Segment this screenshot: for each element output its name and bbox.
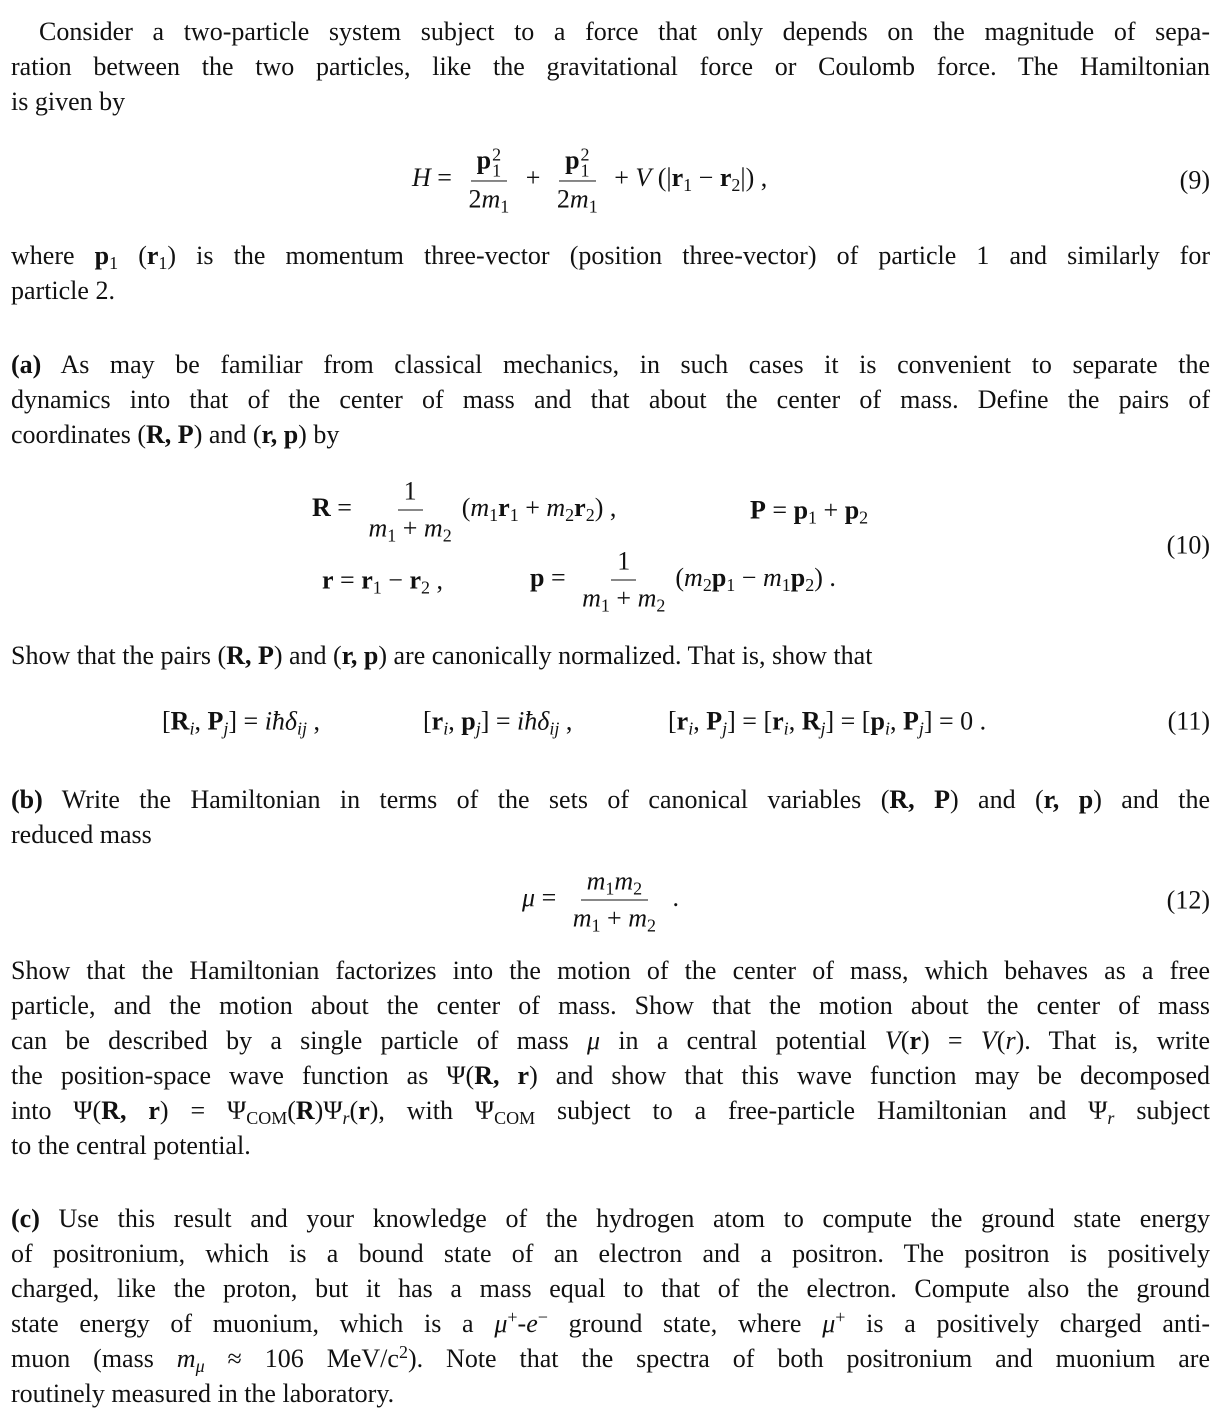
superscript: 2 xyxy=(580,144,590,165)
text-segment: r xyxy=(671,162,684,192)
show-canonical-paragraph xyxy=(11,638,1210,673)
text-segment: + xyxy=(507,1307,518,1327)
text-segment: r xyxy=(431,706,444,736)
text-segment: (c) xyxy=(11,1204,40,1233)
text-segment: [ xyxy=(668,706,677,736)
text-segment: 2 xyxy=(702,574,712,595)
text-segment: ] = xyxy=(480,706,518,736)
text-segment: ≈ 106 MeV/c xyxy=(204,1344,399,1373)
text-segment: + xyxy=(607,162,636,192)
text-segment: μ xyxy=(195,1356,205,1376)
text-segment: r xyxy=(719,162,732,192)
equation-number: (11) xyxy=(1167,706,1210,736)
text-segment: , xyxy=(693,706,707,736)
text-segment: i xyxy=(884,718,890,739)
fraction-denominator xyxy=(567,901,662,935)
text-segment: p xyxy=(844,495,860,525)
show-factorization-paragraph xyxy=(11,953,1210,1163)
text-segment: of positronium, which is a bound state of an electron and a positron. The positron is positively xyxy=(11,1239,1210,1268)
total-momentum-equation xyxy=(750,493,868,528)
text-segment: = xyxy=(333,565,362,595)
text-line xyxy=(11,1201,1210,1236)
text-segment: into Ψ( xyxy=(11,1096,102,1125)
text-segment: P xyxy=(706,706,723,736)
text-segment: 2 xyxy=(633,878,643,899)
text-segment: r xyxy=(1107,1108,1115,1128)
text-segment: r xyxy=(498,492,510,522)
text-segment: m xyxy=(572,903,592,933)
text-segment: ( xyxy=(461,492,471,522)
text-segment: can be described by a single particle of mass xyxy=(11,1026,587,1055)
text-segment: , xyxy=(194,706,208,736)
fraction xyxy=(462,144,515,215)
text-segment: ration between the two particles, like the gravitational force or Coulomb force. The Hamiltonian xyxy=(11,52,1210,81)
text-segment: (| xyxy=(651,162,672,192)
text-segment: + xyxy=(609,583,638,613)
fraction-denominator xyxy=(551,182,604,216)
text-segment: r xyxy=(322,565,334,595)
text-line xyxy=(11,953,1210,988)
text-segment: in a central potential xyxy=(600,1026,885,1055)
text-segment: (a) xyxy=(11,350,42,379)
text-segment: = xyxy=(430,162,459,192)
text-segment: Show that the Hamiltonian factorizes into the motion of the center of mass, which behaves as a free xyxy=(11,956,1210,985)
text-segment: 2 xyxy=(656,595,666,616)
text-segment: j xyxy=(223,718,229,739)
text-segment: 2 xyxy=(442,525,452,546)
text-segment: 2 xyxy=(468,184,482,214)
text-segment: charged, like the proton, but it has a mass equal to that of the electron. Compute also the ground xyxy=(11,1274,1210,1303)
text-segment: 1 xyxy=(387,525,397,546)
text-segment: r xyxy=(146,241,159,270)
part-b-paragraph xyxy=(11,782,1210,852)
text-segment: 2 xyxy=(556,184,570,214)
relative-position-equation xyxy=(322,563,443,598)
text-segment: subject to a free-particle Hamiltonian and Ψ xyxy=(535,1096,1108,1125)
text-segment: 2 xyxy=(646,915,656,936)
text-segment: + xyxy=(519,162,547,192)
text-segment: p xyxy=(530,562,545,592)
text-segment: , xyxy=(307,706,321,736)
text-segment: (b) xyxy=(11,785,43,814)
fraction xyxy=(567,866,662,935)
text-segment: reduced mass xyxy=(11,820,152,849)
text-segment: p xyxy=(94,241,110,270)
text-segment: m xyxy=(586,866,606,896)
text-segment: r xyxy=(574,492,586,522)
text-segment: COM xyxy=(246,1108,288,1128)
text-segment: − xyxy=(735,562,763,592)
text-segment: = xyxy=(765,495,794,525)
text-segment: dynamics into that of the center of mass and that about the center of mass. Define the pairs of xyxy=(11,385,1210,414)
text-segment: Write the Hamiltonian in terms of the sets of canonical variables ( xyxy=(42,785,890,814)
text-segment: μ xyxy=(522,882,536,912)
commutator-rp xyxy=(423,704,572,739)
text-segment: m xyxy=(176,1344,196,1373)
text-segment: = xyxy=(535,882,563,912)
equation-number: (9) xyxy=(1179,165,1210,195)
text-segment: R, P xyxy=(889,785,950,814)
text-segment: 2 xyxy=(859,507,869,528)
text-segment: R xyxy=(312,492,331,522)
text-segment: 1 xyxy=(781,574,791,595)
text-segment: m xyxy=(569,184,589,214)
commutator-zero xyxy=(668,704,986,739)
text-segment: Consider a two-particle system subject to a force that only depends on the magnitude of sepa- xyxy=(39,17,1210,46)
text-segment: m xyxy=(684,562,703,592)
text-segment: ) and ( xyxy=(273,641,342,670)
text-segment: = xyxy=(544,562,573,592)
text-segment: m xyxy=(614,866,634,896)
text-segment: ij xyxy=(549,718,560,739)
text-segment: ) . xyxy=(814,562,836,592)
text-line xyxy=(11,84,1210,119)
text-segment: muon (mass xyxy=(11,1344,177,1373)
text-segment: Use this result and your knowledge of the hydrogen atom to compute the ground state energy xyxy=(39,1204,1210,1233)
text-segment: 1 xyxy=(372,577,382,598)
text-segment: 1 xyxy=(500,196,510,217)
text-segment: m xyxy=(762,562,782,592)
text-segment: iħδ xyxy=(517,706,550,736)
text-segment: ( xyxy=(118,241,147,270)
text-line xyxy=(11,1093,1210,1128)
text-segment: 1 xyxy=(600,595,610,616)
where-paragraph xyxy=(11,238,1210,308)
text-segment: p xyxy=(870,706,885,736)
text-segment: the position-space wave function as Ψ( xyxy=(11,1061,475,1090)
text-segment: P xyxy=(207,706,224,736)
text-segment: ) and the xyxy=(1093,785,1210,814)
text-segment: = xyxy=(330,492,359,522)
text-segment: COM xyxy=(494,1108,536,1128)
text-segment: ). Note that the spectra of both positronium and muonium are xyxy=(407,1344,1210,1373)
fraction-numerator xyxy=(611,546,636,581)
sub-superscript xyxy=(580,144,590,181)
superscript: 2 xyxy=(492,144,502,165)
text-segment: R, P xyxy=(226,641,274,670)
text-segment: R xyxy=(801,706,821,736)
fraction-denominator xyxy=(362,511,457,545)
text-segment: i xyxy=(783,718,789,739)
text-segment: − xyxy=(537,1307,548,1327)
text-segment: , xyxy=(889,706,903,736)
text-line xyxy=(11,417,1210,452)
fraction-numerator xyxy=(471,144,507,181)
text-segment: H xyxy=(412,162,431,192)
text-segment: |) , xyxy=(740,162,768,192)
text-segment: i xyxy=(189,718,195,739)
text-segment: 1 xyxy=(683,174,693,195)
text-segment: , xyxy=(559,706,573,736)
text-line xyxy=(11,14,1210,49)
equation-number: (10) xyxy=(1166,530,1210,560)
text-segment: μ xyxy=(822,1309,836,1338)
text-segment: subject xyxy=(1114,1096,1210,1125)
text-segment: 2 xyxy=(420,577,430,598)
text-segment: 1 xyxy=(591,915,601,936)
text-segment: m xyxy=(582,583,601,613)
text-segment: [ xyxy=(423,706,432,736)
text-segment: 1 xyxy=(489,504,499,525)
text-segment: r xyxy=(1005,1026,1016,1055)
text-segment: e xyxy=(526,1309,538,1338)
text-segment: m xyxy=(423,513,443,543)
relative-momentum-equation xyxy=(530,546,836,615)
text-segment: r, p xyxy=(1043,785,1094,814)
commutator-RP xyxy=(162,704,320,739)
text-segment: + xyxy=(518,492,547,522)
text-line xyxy=(11,1023,1210,1058)
text-segment: − xyxy=(381,565,410,595)
text-segment: routinely measured in the laboratory. xyxy=(11,1379,395,1408)
reduced-mass-equation xyxy=(522,866,679,935)
equation-number: (12) xyxy=(1166,885,1210,915)
text-line xyxy=(11,1376,1210,1411)
text-segment: r xyxy=(909,1026,921,1055)
text-segment: to the central potential. xyxy=(11,1131,251,1160)
part-c-paragraph xyxy=(11,1201,1210,1411)
part-a-paragraph xyxy=(11,347,1210,452)
text-segment: - xyxy=(517,1309,527,1338)
fraction xyxy=(576,546,671,615)
text-segment: r, p xyxy=(261,420,299,449)
text-segment: ij xyxy=(297,718,308,739)
text-segment: ) = Ψ xyxy=(159,1096,247,1125)
fraction-denominator xyxy=(576,581,671,615)
text-segment: p xyxy=(461,706,476,736)
text-segment: ] = [ xyxy=(825,706,871,736)
text-segment: ) and show that this wave function may be decomposed xyxy=(529,1061,1210,1090)
text-line xyxy=(11,1271,1210,1306)
text-line xyxy=(11,988,1210,1023)
text-line xyxy=(11,1341,1210,1376)
text-line xyxy=(11,817,1210,852)
text-segment: ) is the momentum three-vector (position three-vector) of particle 1 and similarly for xyxy=(167,241,1210,270)
text-segment: ) , xyxy=(594,492,617,522)
fraction-numerator xyxy=(581,866,649,901)
text-segment: r xyxy=(358,1096,370,1125)
text-segment: state energy of muonium, which is a xyxy=(11,1309,495,1338)
text-segment: 2 xyxy=(585,504,595,525)
text-segment: 1 xyxy=(509,504,519,525)
vector-symbol: p xyxy=(476,145,492,175)
text-segment: R, r xyxy=(474,1061,530,1090)
text-line xyxy=(11,273,1210,308)
text-segment: P xyxy=(750,495,766,525)
text-segment: V xyxy=(980,1026,997,1055)
text-segment: μ xyxy=(586,1026,601,1055)
text-segment: r, p xyxy=(341,641,379,670)
text-segment: μ xyxy=(494,1309,508,1338)
vector-symbol: p xyxy=(565,145,580,175)
text-segment: ( xyxy=(996,1026,1006,1055)
text-segment: p xyxy=(790,562,806,592)
text-segment: is given by xyxy=(11,87,126,116)
text-segment: + xyxy=(817,495,845,525)
text-segment: ( xyxy=(900,1026,910,1055)
text-line xyxy=(11,1058,1210,1093)
fraction xyxy=(362,476,457,545)
text-segment: 1 xyxy=(605,878,615,899)
text-segment: , xyxy=(429,565,443,595)
text-segment: where xyxy=(11,241,95,270)
text-segment: R xyxy=(295,1096,315,1125)
text-segment: i xyxy=(443,718,449,739)
text-segment: ) by xyxy=(298,420,340,449)
text-segment: m xyxy=(481,184,501,214)
text-line xyxy=(11,1306,1210,1341)
text-segment: ) and ( xyxy=(193,420,262,449)
text-segment: 1 xyxy=(109,253,119,273)
text-segment: r xyxy=(342,1108,350,1128)
text-segment: r xyxy=(361,565,373,595)
text-segment: ) are canonically normalized. That is, show that xyxy=(378,641,873,670)
fraction-numerator xyxy=(559,144,595,181)
text-segment: 2 xyxy=(565,504,575,525)
sub-superscript xyxy=(492,144,502,181)
text-segment: ( xyxy=(675,562,685,592)
text-segment: ground state, where xyxy=(547,1309,823,1338)
text-line xyxy=(11,1128,1210,1163)
text-segment: R, P xyxy=(146,420,194,449)
text-segment: As may be familiar from classical mechanics, in such cases it is convenient to separate the xyxy=(41,350,1210,379)
text-segment: ( xyxy=(287,1096,296,1125)
text-segment: m xyxy=(628,903,647,933)
text-segment: . xyxy=(665,882,679,912)
text-segment: ( xyxy=(349,1096,359,1125)
intro-paragraph xyxy=(11,14,1210,119)
text-segment: r xyxy=(772,706,784,736)
text-segment: + xyxy=(835,1307,846,1327)
text-segment: − xyxy=(692,162,720,192)
text-segment: V xyxy=(635,162,652,192)
subscript: 1 xyxy=(492,160,502,181)
hamiltonian-equation xyxy=(412,144,767,215)
text-segment: p xyxy=(711,562,727,592)
text-segment: 1 xyxy=(808,507,818,528)
text-segment: 1 xyxy=(726,574,736,595)
text-segment: i xyxy=(688,718,694,739)
text-segment: 1 xyxy=(403,476,417,506)
text-line xyxy=(11,1236,1210,1271)
fraction-denominator xyxy=(462,182,515,216)
text-segment: j xyxy=(820,718,826,739)
text-segment: particle, and the motion about the center of mass. Show that the motion about the center of mass xyxy=(11,991,1210,1020)
text-segment: 1 xyxy=(588,196,598,217)
text-segment: r xyxy=(409,565,421,595)
text-segment: ) and ( xyxy=(949,785,1044,814)
text-segment: particle 2. xyxy=(11,276,115,305)
text-segment: ] = [ xyxy=(727,706,773,736)
text-segment: R, r xyxy=(101,1096,160,1125)
text-segment: m xyxy=(470,492,490,522)
text-segment: , xyxy=(448,706,462,736)
text-segment: m xyxy=(637,583,657,613)
fraction xyxy=(551,144,604,215)
text-line xyxy=(11,238,1210,273)
text-segment: ), with Ψ xyxy=(369,1096,495,1125)
text-segment: Show that the pairs ( xyxy=(11,641,227,670)
text-line xyxy=(11,782,1210,817)
text-line xyxy=(11,382,1210,417)
fraction-numerator xyxy=(398,476,423,511)
text-segment: 1 xyxy=(617,546,631,576)
text-segment: m xyxy=(368,513,388,543)
text-segment: ) = xyxy=(921,1026,981,1055)
text-segment: ] = xyxy=(228,706,265,736)
text-segment: r xyxy=(676,706,689,736)
text-segment: R xyxy=(170,706,190,736)
text-segment: 2 xyxy=(805,574,815,595)
text-segment: , xyxy=(788,706,802,736)
text-line xyxy=(11,638,1210,673)
text-segment: is a positively charged anti- xyxy=(845,1309,1210,1338)
text-segment: m xyxy=(546,492,566,522)
text-segment: ). That is, write xyxy=(1015,1026,1210,1055)
text-segment: j xyxy=(918,718,924,739)
text-line xyxy=(11,49,1210,84)
text-segment: p xyxy=(793,495,809,525)
text-segment: P xyxy=(902,706,919,736)
text-segment: )Ψ xyxy=(314,1096,343,1125)
text-segment: coordinates ( xyxy=(11,420,147,449)
text-segment: + xyxy=(600,903,629,933)
text-segment: V xyxy=(884,1026,901,1055)
text-segment: 2 xyxy=(731,174,741,195)
text-segment: + xyxy=(396,513,424,543)
text-segment: 1 xyxy=(158,253,168,273)
text-segment: 2 xyxy=(398,1342,408,1362)
text-segment: iħδ xyxy=(264,706,298,736)
text-segment: j xyxy=(475,718,481,739)
text-segment: ] = 0 . xyxy=(923,706,987,736)
subscript: 1 xyxy=(580,160,590,181)
center-of-mass-position-equation xyxy=(312,476,616,545)
text-line xyxy=(11,347,1210,382)
text-segment: j xyxy=(722,718,728,739)
text-segment: [ xyxy=(162,706,171,736)
